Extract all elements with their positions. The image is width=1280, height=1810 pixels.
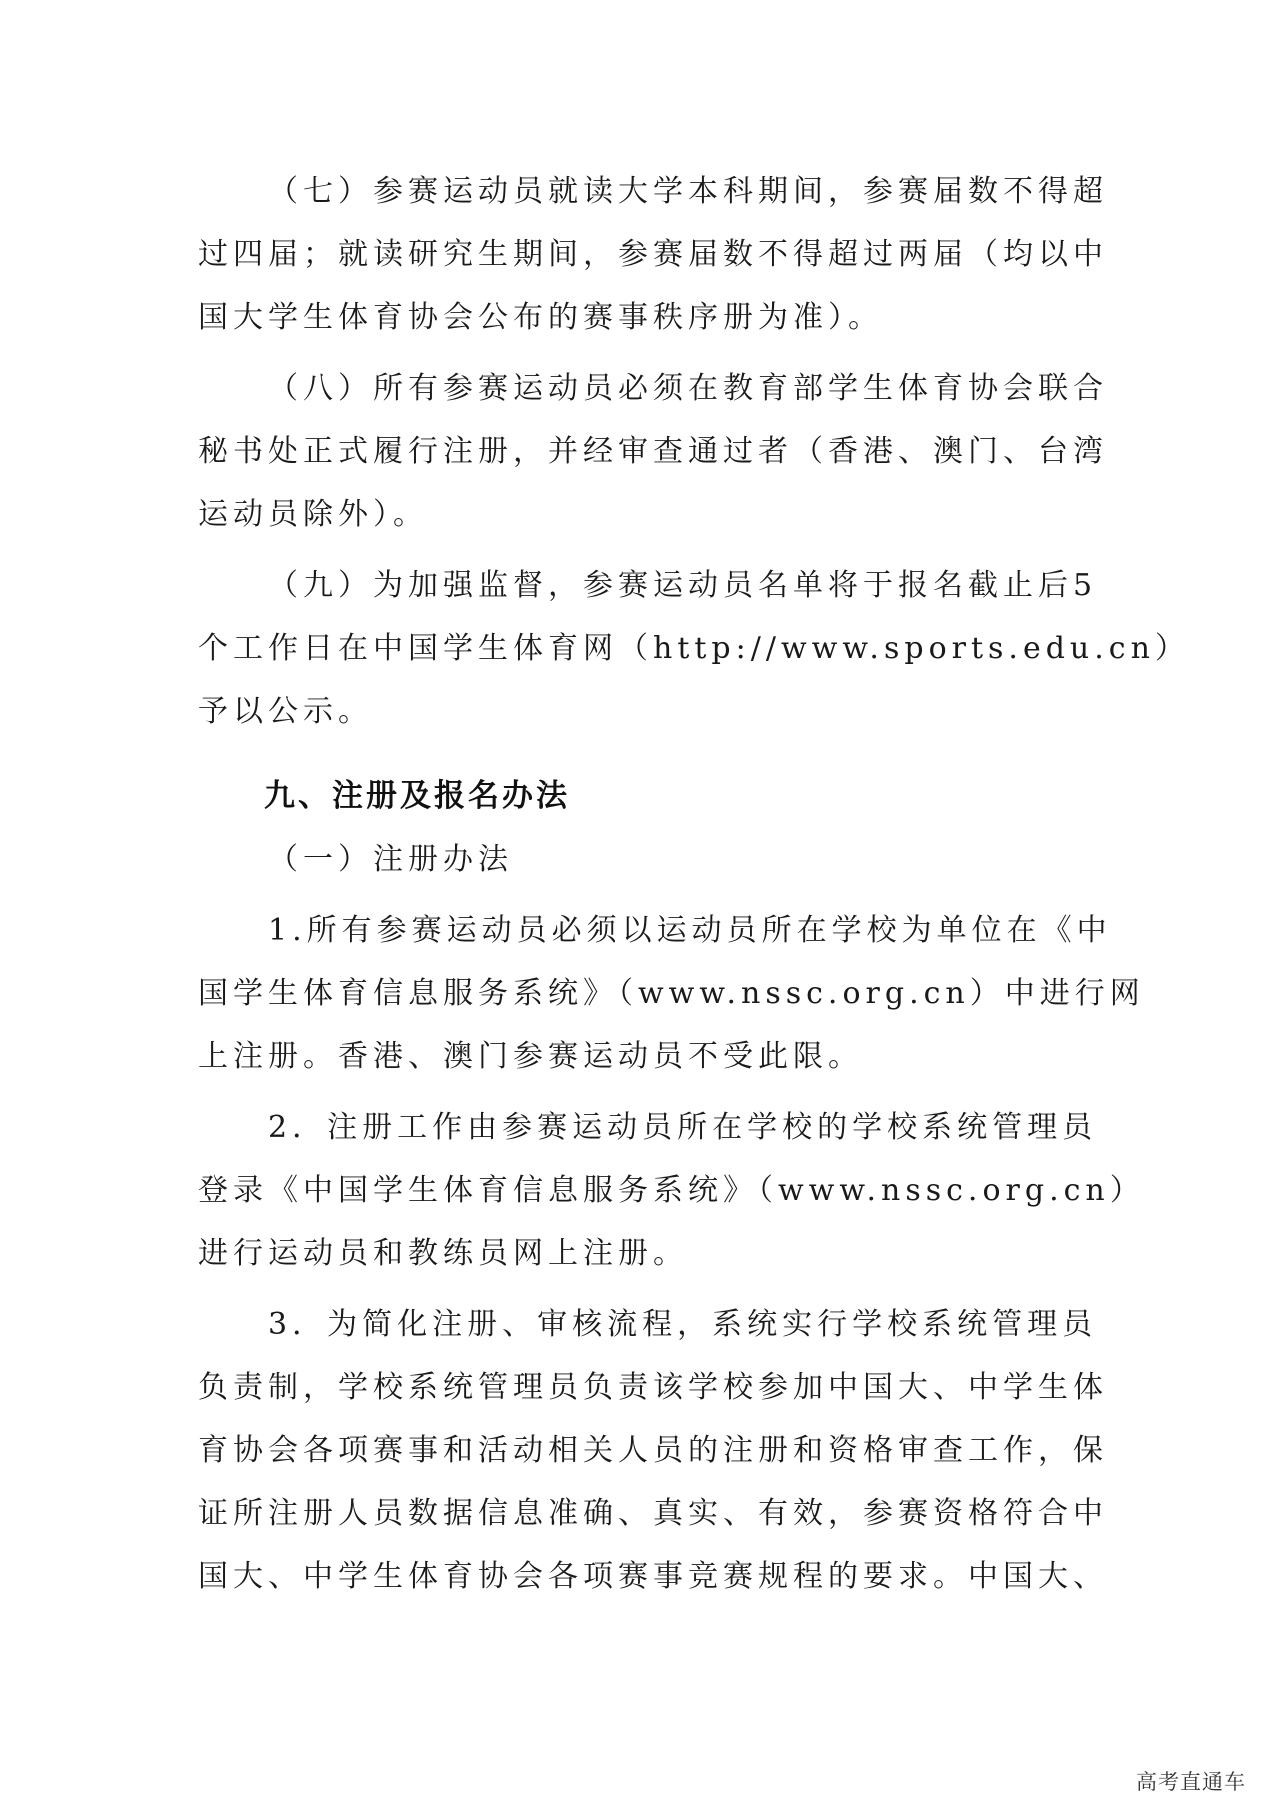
paragraph-line: 予以公示。: [198, 694, 373, 729]
paragraph-item-7: [198, 160, 1108, 349]
paragraph-line: 登录《中国学生体育信息服务系统》（www.nssc.org.cn）: [198, 1173, 1145, 1208]
document-body: [198, 160, 1190, 1608]
paragraph-line: （七）参赛运动员就读大学本科期间，参赛届数不得超: [268, 174, 1108, 209]
paragraph-line: 过四届；就读研究生期间，参赛届数不得超过两届（均以中: [198, 237, 1108, 272]
paragraph-line: 证所注册人员数据信息准确、真实、有效，参赛资格符合中: [198, 1496, 1108, 1531]
paragraph-item-9: [198, 554, 1190, 743]
paragraph-line: 个工作日在中国学生体育网（http://www.sports.edu.cn）: [198, 631, 1190, 666]
section-heading: 九、注册及报名办法: [264, 778, 570, 814]
paragraph-item-8: [198, 357, 1108, 546]
paragraph-line: 秘书处正式履行注册，并经审查通过者（香港、澳门、台湾: [198, 434, 1108, 469]
paragraph-line: 国大、中学生体育协会各项赛事竞赛规程的要求。中国大、: [198, 1559, 1108, 1594]
paragraph-line: 育协会各项赛事和活动相关人员的注册和资格审查工作，保: [198, 1433, 1108, 1468]
paragraph-line: 运动员除外）。: [198, 497, 428, 532]
paragraph-line: 国学生体育信息服务系统》（www.nssc.org.cn）中进行网: [198, 976, 1145, 1011]
watermark-logo: 高考直通车: [1136, 1770, 1246, 1794]
registration-item-3: [198, 1293, 1108, 1608]
paragraph-line: 1.所有参赛运动员必须以运动员所在学校为单位在《中: [268, 913, 1112, 948]
registration-item-1: [198, 899, 1145, 1088]
subsection-heading: （一）注册办法: [268, 842, 513, 877]
paragraph-line: （九）为加强监督，参赛运动员名单将于报名截止后5: [268, 568, 1098, 603]
paragraph-line: 上注册。香港、澳门参赛运动员不受此限。: [198, 1039, 863, 1074]
paragraph-line: （八）所有参赛运动员必须在教育部学生体育协会联合: [268, 371, 1108, 406]
paragraph-line: 负责制，学校系统管理员负责该学校参加中国大、中学生体: [198, 1370, 1108, 1405]
paragraph-line: 进行运动员和教练员网上注册。: [198, 1236, 688, 1271]
paragraph-line: 2．注册工作由参赛运动员所在学校的学校系统管理员: [268, 1110, 1098, 1145]
registration-item-2: [198, 1096, 1145, 1285]
paragraph-line: 3．为简化注册、审核流程，系统实行学校系统管理员: [268, 1307, 1098, 1342]
paragraph-line: 国大学生体育协会公布的赛事秩序册为准）。: [198, 300, 883, 335]
